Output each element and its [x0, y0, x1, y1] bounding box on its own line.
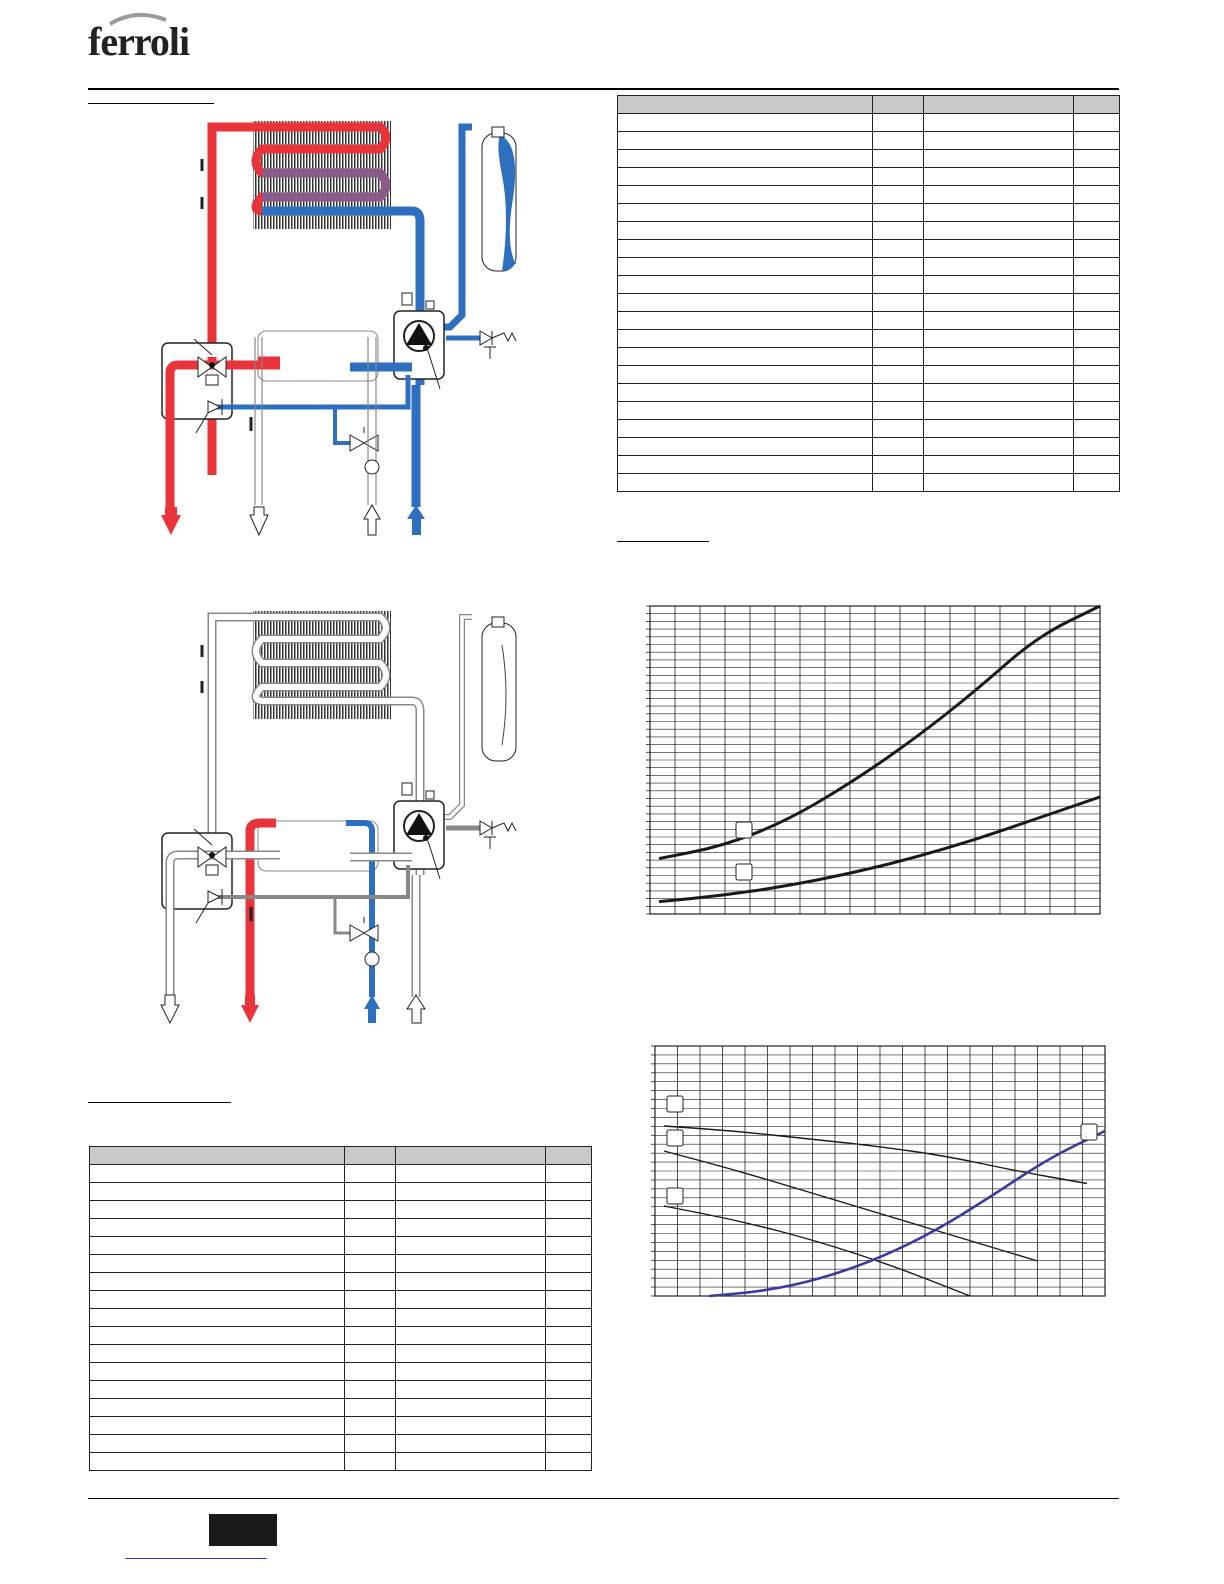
table-cell: [924, 132, 1074, 150]
table-cell: [1074, 240, 1120, 258]
table-cell: [345, 1183, 396, 1201]
table-cell: [618, 168, 873, 186]
table-cell: [924, 276, 1074, 294]
table-cell: [924, 402, 1074, 420]
table-cell: [873, 474, 924, 492]
table-cell: [90, 1201, 345, 1219]
table-cell: [1074, 456, 1120, 474]
table-header-row: [90, 1147, 592, 1165]
table-cell: [90, 1273, 345, 1291]
footer-rule: [88, 1498, 1119, 1499]
table-row: [90, 1237, 592, 1255]
table-cell: [396, 1291, 546, 1309]
table-row: [618, 204, 1120, 222]
table-cell: [90, 1363, 345, 1381]
table-row: [90, 1435, 592, 1453]
chart-pressure-loss: [640, 598, 1110, 920]
table-cell: [396, 1453, 546, 1471]
legend-marker-2: [667, 1130, 683, 1146]
footer-link-underline[interactable]: [125, 1558, 267, 1559]
table-cell: [873, 312, 924, 330]
table-cell: [1074, 366, 1120, 384]
table-cell: [618, 474, 873, 492]
table-row: [618, 168, 1120, 186]
table-header-cell: [546, 1147, 592, 1165]
table-cell: [1074, 420, 1120, 438]
table-cell: [546, 1273, 592, 1291]
legend-marker-1: [736, 822, 752, 838]
table-row: [90, 1345, 592, 1363]
table-cell: [1074, 150, 1120, 168]
table-cell: [618, 366, 873, 384]
table-header-cell: [396, 1147, 546, 1165]
table-cell: [924, 366, 1074, 384]
table-cell: [396, 1201, 546, 1219]
table-cell: [618, 258, 873, 276]
table-cell: [618, 312, 873, 330]
table-cell: [618, 348, 873, 366]
table-cell: [90, 1183, 345, 1201]
table-header-cell: [873, 96, 924, 114]
table-cell: [546, 1201, 592, 1219]
spec-table-left: [89, 1146, 592, 1471]
table-cell: [546, 1417, 592, 1435]
table-cell: [345, 1237, 396, 1255]
table-row: [618, 402, 1120, 420]
table-cell: [90, 1237, 345, 1255]
table-cell: [618, 114, 873, 132]
table-cell: [618, 294, 873, 312]
legend-marker-4: [1081, 1124, 1097, 1140]
table-row: [90, 1165, 592, 1183]
table-cell: [546, 1453, 592, 1471]
table-row: [90, 1219, 592, 1237]
table-row: [618, 456, 1120, 474]
table-cell: [345, 1345, 396, 1363]
table-cell: [345, 1327, 396, 1345]
table-cell: [873, 240, 924, 258]
table-cell: [396, 1327, 546, 1345]
table-cell: [345, 1165, 396, 1183]
table-row: [90, 1381, 592, 1399]
table-cell: [924, 384, 1074, 402]
table-header-cell: [618, 96, 873, 114]
table-cell: [345, 1255, 396, 1273]
table-row: [618, 132, 1120, 150]
table-cell: [618, 420, 873, 438]
table-row: [618, 294, 1120, 312]
table-cell: [1074, 168, 1120, 186]
table-cell: [1074, 402, 1120, 420]
table-cell: [345, 1435, 396, 1453]
table-row: [618, 384, 1120, 402]
table-cell: [345, 1273, 396, 1291]
table-cell: [90, 1309, 345, 1327]
page-number-box: [209, 1514, 277, 1546]
table-row: [618, 222, 1120, 240]
table-cell: [924, 474, 1074, 492]
table-cell: [546, 1237, 592, 1255]
table-cell: [1074, 132, 1120, 150]
table-row: [90, 1291, 592, 1309]
table-cell: [345, 1201, 396, 1219]
table-cell: [873, 330, 924, 348]
table-cell: [90, 1255, 345, 1273]
table-cell: [924, 438, 1074, 456]
table-cell: [873, 222, 924, 240]
table-row: [618, 150, 1120, 168]
table-cell: [1074, 294, 1120, 312]
table-header-row: [618, 96, 1120, 114]
table-cell: [1074, 222, 1120, 240]
section-underline-right: [617, 541, 709, 542]
table-row: [90, 1309, 592, 1327]
table-cell: [90, 1291, 345, 1309]
table-cell: [90, 1453, 345, 1471]
table-cell: [1074, 348, 1120, 366]
table-cell: [873, 204, 924, 222]
table-cell: [546, 1327, 592, 1345]
table-cell: [1074, 258, 1120, 276]
table-cell: [546, 1219, 592, 1237]
table-row: [90, 1255, 592, 1273]
table-cell: [396, 1381, 546, 1399]
table-row: [90, 1327, 592, 1345]
table-cell: [873, 258, 924, 276]
table-cell: [90, 1399, 345, 1417]
table-cell: [396, 1435, 546, 1453]
table-cell: [873, 294, 924, 312]
table-cell: [618, 132, 873, 150]
table-cell: [618, 204, 873, 222]
table-cell: [873, 456, 924, 474]
vessel-pipe: [420, 127, 472, 327]
table-row: [618, 312, 1120, 330]
table-cell: [924, 348, 1074, 366]
table-cell: [1074, 474, 1120, 492]
table-cell: [924, 168, 1074, 186]
table-row: [90, 1453, 592, 1471]
flow-arrow-icon: [161, 507, 181, 535]
table-row: [90, 1417, 592, 1435]
table-cell: [396, 1183, 546, 1201]
table-header-cell: [1074, 96, 1120, 114]
table-row: [90, 1201, 592, 1219]
table-header-cell: [924, 96, 1074, 114]
table-cell: [345, 1453, 396, 1471]
hydraulic-diagram-dhw: [150, 605, 530, 1035]
legend-marker-1: [667, 1096, 683, 1112]
table-cell: [924, 420, 1074, 438]
table-cell: [618, 330, 873, 348]
table-cell: [345, 1219, 396, 1237]
table-cell: [396, 1255, 546, 1273]
table-cell: [924, 294, 1074, 312]
table-cell: [90, 1345, 345, 1363]
plate-heat-exchanger: [258, 331, 378, 381]
legend-marker-3: [667, 1188, 683, 1204]
table-cell: [924, 204, 1074, 222]
table-cell: [546, 1363, 592, 1381]
table-cell: [618, 276, 873, 294]
hydraulic-diagram-heating: [150, 115, 530, 545]
table-cell: [345, 1381, 396, 1399]
table-cell: [873, 276, 924, 294]
table-cell: [924, 240, 1074, 258]
brand-logo: ferroli: [88, 19, 190, 64]
table-cell: [546, 1435, 592, 1453]
table-cell: [546, 1165, 592, 1183]
table-cell: [924, 114, 1074, 132]
table-row: [618, 420, 1120, 438]
table-cell: [345, 1309, 396, 1327]
table-cell: [90, 1381, 345, 1399]
table-cell: [546, 1255, 592, 1273]
table-cell: [873, 168, 924, 186]
chart-pump-head: [645, 1040, 1115, 1302]
table-cell: [618, 240, 873, 258]
table-cell: [873, 150, 924, 168]
table-cell: [345, 1417, 396, 1435]
table-cell: [546, 1183, 592, 1201]
table-cell: [873, 132, 924, 150]
table-cell: [873, 114, 924, 132]
table-cell: [873, 186, 924, 204]
table-cell: [873, 420, 924, 438]
table-cell: [618, 402, 873, 420]
table-cell: [924, 150, 1074, 168]
table-cell: [924, 330, 1074, 348]
table-cell: [618, 150, 873, 168]
table-cell: [546, 1291, 592, 1309]
table-cell: [618, 438, 873, 456]
table-cell: [396, 1165, 546, 1183]
table-cell: [546, 1381, 592, 1399]
table-cell: [618, 186, 873, 204]
table-header-cell: [90, 1147, 345, 1165]
table-cell: [90, 1219, 345, 1237]
table-row: [90, 1273, 592, 1291]
table-row: [90, 1183, 592, 1201]
table-cell: [546, 1309, 592, 1327]
table-cell: [618, 222, 873, 240]
table-cell: [1074, 438, 1120, 456]
table-row: [618, 348, 1120, 366]
table-cell: [90, 1327, 345, 1345]
table-cell: [90, 1417, 345, 1435]
table-cell: [345, 1363, 396, 1381]
table-cell: [924, 186, 1074, 204]
table-row: [618, 330, 1120, 348]
table-row: [90, 1363, 592, 1381]
table-cell: [90, 1165, 345, 1183]
table-cell: [396, 1399, 546, 1417]
table-cell: [924, 312, 1074, 330]
table-cell: [873, 384, 924, 402]
table-cell: [1074, 330, 1120, 348]
table-row: [90, 1399, 592, 1417]
table-cell: [1074, 186, 1120, 204]
section-underline-left-bottom: [88, 1102, 231, 1103]
table-row: [618, 438, 1120, 456]
section-underline-left-top: [88, 103, 214, 104]
table-row: [618, 258, 1120, 276]
table-cell: [924, 456, 1074, 474]
table-row: [618, 474, 1120, 492]
table-header-cell: [345, 1147, 396, 1165]
table-cell: [345, 1399, 396, 1417]
table-cell: [396, 1273, 546, 1291]
table-cell: [1074, 204, 1120, 222]
table-row: [618, 366, 1120, 384]
table-cell: [924, 258, 1074, 276]
safety-valve-icon: [480, 331, 516, 345]
table-cell: [90, 1435, 345, 1453]
table-row: [618, 240, 1120, 258]
table-cell: [618, 456, 873, 474]
table-cell: [396, 1219, 546, 1237]
table-cell: [873, 402, 924, 420]
table-cell: [873, 366, 924, 384]
table-row: [618, 114, 1120, 132]
table-cell: [618, 384, 873, 402]
table-cell: [1074, 384, 1120, 402]
table-cell: [873, 348, 924, 366]
table-cell: [396, 1309, 546, 1327]
legend-marker-2: [736, 864, 752, 880]
table-cell: [873, 438, 924, 456]
table-cell: [546, 1345, 592, 1363]
table-cell: [396, 1345, 546, 1363]
table-cell: [345, 1291, 396, 1309]
table-cell: [924, 222, 1074, 240]
table-cell: [1074, 114, 1120, 132]
table-cell: [1074, 276, 1120, 294]
table-row: [618, 186, 1120, 204]
table-cell: [396, 1417, 546, 1435]
header-rule: [88, 88, 1119, 90]
spec-table-right: [617, 95, 1120, 492]
table-cell: [396, 1237, 546, 1255]
table-cell: [1074, 312, 1120, 330]
table-cell: [396, 1363, 546, 1381]
table-row: [618, 276, 1120, 294]
table-cell: [546, 1399, 592, 1417]
